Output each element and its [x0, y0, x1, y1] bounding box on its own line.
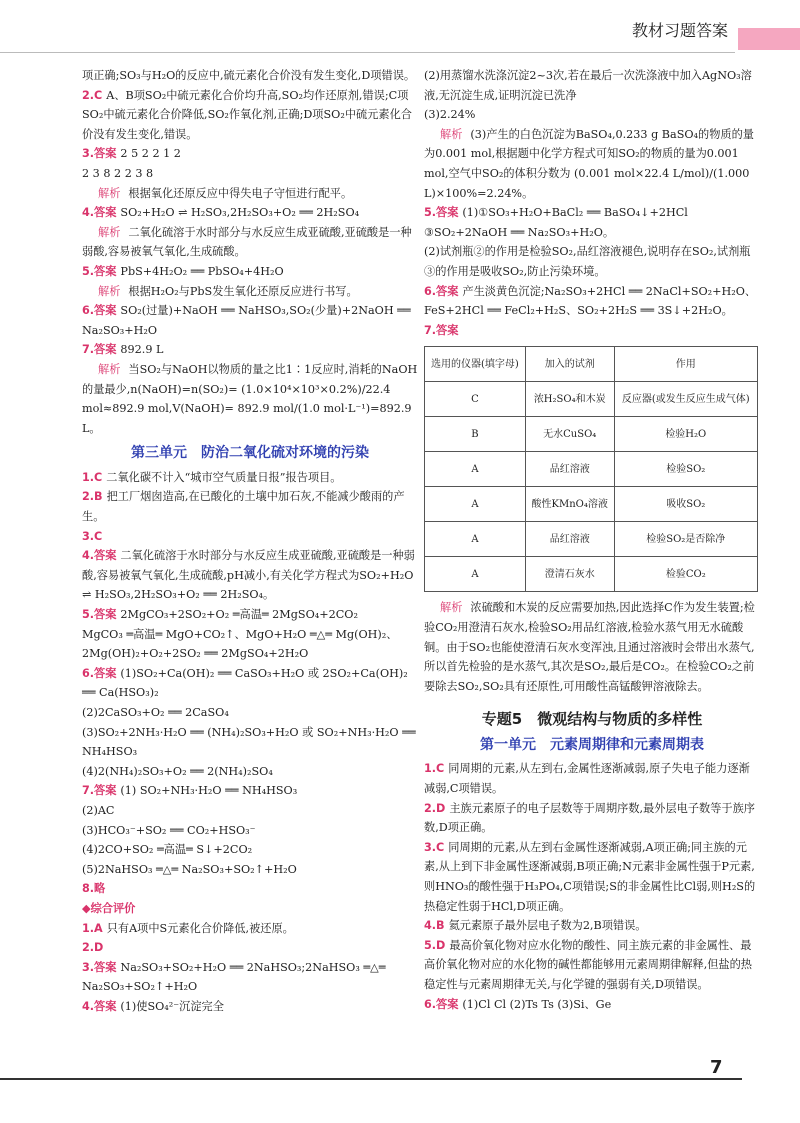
answer-item: [82, 664, 418, 703]
question-number: 2.D: [82, 941, 104, 955]
table-cell: 浓H₂SO₄和木炭: [525, 382, 614, 417]
left-column: [82, 66, 418, 1017]
answer-item: [82, 605, 418, 625]
answer-item: [82, 958, 418, 997]
table-cell: 检验SO₂: [614, 452, 757, 487]
table-cell: A: [425, 452, 526, 487]
answer-item: [424, 282, 760, 321]
question-number: 2.B: [82, 490, 103, 504]
answer-item: [82, 144, 418, 164]
header-title: 教材习题答案: [631, 21, 728, 40]
answer-text: SO₂(过量)+NaOH ══ NaHSO₃,SO₂(少量)+2NaOH ══ Na₂SO₃+H₂O: [82, 304, 411, 337]
table-cell: 无水CuSO₄: [525, 417, 614, 452]
answer-text: (2)试剂瓶②的作用是检验SO₂,品红溶液褪色,说明存在SO₂,试剂瓶③的作用是吸收SO₂,防止污染环境。: [424, 245, 751, 278]
answer-item: [82, 879, 418, 899]
answer-item: [424, 838, 760, 916]
answer-text: (4)2CO+SO₂ ═高温═ S↓+2CO₂: [82, 843, 253, 857]
table-cell: 酸性KMnO₄溶液: [525, 487, 614, 522]
question-number: 8.略: [82, 882, 106, 896]
answer-item: [424, 799, 760, 838]
table-row: [425, 452, 758, 487]
answer-item: [424, 598, 760, 696]
answer-text: 产生淡黄色沉淀;Na₂SO₃+2HCl ══ 2NaCl+SO₂+H₂O、FeS+2HCl ══ FeCl₂+H₂S、SO₂+2H₂S ══ 3S↓+2H₂O。: [424, 284, 757, 318]
answer-text: 把工厂烟囱造高,在已酸化的土壤中加石灰,不能减少酸雨的产生。: [82, 490, 405, 524]
question-number: 3.答案: [82, 960, 117, 974]
analysis-label: 解析: [98, 225, 121, 239]
right-column: [424, 66, 760, 1014]
answer-item: [82, 66, 418, 86]
analysis-label: 解析: [98, 284, 121, 298]
answer-table: [424, 346, 758, 592]
question-number: 7.答案: [424, 323, 459, 337]
answer-text: (1) SO₂+NH₃·H₂O ══ NH₄HSO₃: [120, 784, 298, 798]
question-number: 1.C: [424, 762, 445, 776]
answer-item: [82, 282, 418, 302]
answer-item: [424, 759, 760, 798]
answer-item: [82, 468, 418, 488]
question-number: 6.答案: [82, 666, 117, 680]
answer-text: (1)使SO₄²⁻沉淀完全: [120, 999, 224, 1013]
answer-text: 主族元素原子的电子层数等于周期序数,最外层电子数等于族序数,D项正确。: [424, 801, 755, 835]
answer-text: (2)2CaSO₃+O₂ ══ 2CaSO₄: [82, 706, 229, 719]
table-cell: 澄清石灰水: [525, 557, 614, 592]
section-title: 第三单元 防治二氧化硫对环境的污染: [131, 445, 369, 462]
question-number: 3.答案: [82, 147, 117, 161]
answer-item: [82, 203, 418, 223]
table-body: [425, 382, 758, 592]
answer-item: [82, 723, 418, 762]
analysis-label: 解析: [98, 186, 121, 200]
answer-text: PbS+4H₂O₂ ══ PbSO₄+4H₂O: [120, 264, 284, 278]
answer-item: [424, 105, 760, 125]
answer-item: [82, 781, 418, 801]
table-cell: 检验CO₂: [614, 557, 757, 592]
question-number: 1.A: [82, 921, 103, 935]
answer-text: 同周期的元素,从左到右,金属性逐渐减弱,原子失电子能力逐渐减弱,C项错误。: [424, 762, 750, 796]
question-number: 6.答案: [424, 284, 459, 298]
table-cell: B: [425, 417, 526, 452]
page-header: [0, 0, 800, 70]
question-number: 6.答案: [424, 997, 459, 1011]
answer-text: (5)2NaHSO₃ ═△═ Na₂SO₃+SO₂↑+H₂O: [82, 862, 297, 876]
answer-text: 氦元素原子最外层电子数为2,B项错误。: [448, 919, 647, 933]
answer-item: [424, 916, 760, 936]
answer-text: 当SO₂与NaOH以物质的量之比1∶1反应时,消耗的NaOH的量最少,n(NaOH)=n(SO₂)= (1.0×10⁴×10³×0.2%)/22.4 mol≈892.9 mol,V(NaOH)= 892.9 mol/(1.0 mol·L⁻¹)=892.9 L。: [82, 362, 418, 435]
question-number: 5.答案: [424, 206, 459, 220]
answer-text: Na₂SO₃+SO₂+H₂O ══ 2NaHSO₃;2NaHSO₃ ═△═ Na₂SO₃+SO₂↑+H₂O: [82, 960, 386, 994]
answer-item: [424, 203, 760, 242]
analysis-label: 解析: [440, 601, 463, 615]
table-cell: 品红溶液: [525, 522, 614, 557]
answer-item: [82, 546, 418, 605]
question-number: 5.D: [424, 938, 446, 952]
answer-text: (4)2(NH₄)₂SO₃+O₂ ══ 2(NH₄)₂SO₄: [82, 764, 273, 778]
answer-text: 二氧化碳不计入“城市空气质量日报”报告项目。: [106, 470, 342, 484]
answer-text: MgCO₃ ═高温═ MgO+CO₂↑、MgO+H₂O ═△═ Mg(OH)₂、2Mg(OH)₂+O₂+2SO₂ ══ 2MgSO₄+2H₂O: [82, 627, 398, 661]
question-number: 7.答案: [82, 343, 117, 357]
answer-item: [82, 625, 418, 664]
question-number: 3.C: [82, 529, 103, 543]
answer-item: [82, 301, 418, 340]
answer-item: [82, 86, 418, 145]
question-number: 1.C: [82, 470, 103, 484]
question-number: 4.答案: [82, 999, 117, 1013]
answer-text: (2)用蒸馏水洗涤沉淀2~3次,若在最后一次洗涤液中加入AgNO₃溶液,无沉淀生成,证明沉淀已洗净: [424, 69, 752, 102]
table-cell: A: [425, 487, 526, 522]
answer-text: 同周期的元素,从左到右金属性逐渐减弱,A项正确;同主族的元素,从上到下非金属性逐渐减弱,B项正确;N元素非金属性强于P元素,则HNO₃的酸性强于H₃PO₄,C项错误;S的非金属性比Cl弱,则H₂S的热稳定性弱于HCl,D项正确。: [424, 840, 756, 913]
table-row: [425, 557, 758, 592]
answer-item: [82, 860, 418, 880]
answer-item: [82, 360, 418, 438]
question-number: 7.答案: [82, 784, 117, 798]
table-header-row: [425, 347, 758, 382]
answer-item: [82, 821, 418, 841]
answer-text: A、B项SO₂中硫元素化合价均升高,SO₂均作还原剂,错误;C项SO₂中硫元素化合价降低,SO₂作氧化剂,正确;D项SO₂中硫元素化合价没有发生变化,错误。: [82, 88, 412, 141]
table-cell: 反应器(或发生反应生成气体): [614, 382, 757, 417]
answer-item: [82, 997, 418, 1017]
footer-divider: [0, 1078, 742, 1080]
answer-item: [82, 527, 418, 547]
table-header-cell: 作用: [614, 347, 757, 382]
answer-item: [82, 223, 418, 262]
question-number: 3.C: [424, 840, 445, 854]
page-number: 7: [710, 1057, 723, 1078]
answer-text: (1)Cl Cl (2)Ts Ts (3)Si、Ge: [462, 997, 612, 1011]
answer-item: [82, 340, 418, 360]
answer-item: [424, 321, 760, 341]
answer-item: [424, 66, 760, 105]
answer-text: 二氧化硫溶于水时部分与水反应生成亚硫酸,亚硫酸是一种弱酸,容易被氧气氧化,生成硫酸,pH减小,有关化学方程式为SO₂+H₂O ⇌ H₂SO₃,2H₂SO₃+O₂ ══ 2H₂SO₄。: [82, 549, 415, 602]
table-cell: 品红溶液: [525, 452, 614, 487]
question-number: 4.答案: [82, 206, 117, 220]
answer-item: [82, 262, 418, 282]
answer-text: 最高价氧化物对应水化物的酸性、同主族元素的非金属性、最高价氧化物对应的水化物的碱性都能够用元素周期律解释,但盐的热稳定性与元素周期律无关,与化学键的强弱有关,D项错误。: [424, 938, 752, 991]
table-cell: A: [425, 557, 526, 592]
answer-text: (2)AC: [82, 803, 115, 817]
right-column-top: [424, 66, 760, 340]
right-column-bottom: [424, 598, 760, 1014]
answer-item: [82, 762, 418, 782]
answer-item: [424, 936, 760, 995]
header-color-tab: [738, 28, 800, 50]
answer-item: [82, 801, 418, 821]
answer-item: [424, 242, 760, 281]
question-number: 5.答案: [82, 608, 117, 622]
analysis-label: 解析: [98, 362, 121, 376]
answer-text: (3)产生的白色沉淀为BaSO₄,0.233 g BaSO₄的物质的量为0.001 mol,根据题中化学方程式可知SO₂的物质的量为0.001 mol,空气中SO₂的体积分数为 (0.001 mol×22.4 L/mol)/(1.000 L)×100%=2.24%。: [424, 127, 754, 200]
header-divider: [0, 52, 735, 53]
table-row: [425, 382, 758, 417]
section-title: 第一单元 元素周期律和元素周期表: [480, 736, 704, 753]
table-cell: 检验SO₂是否除净: [614, 522, 757, 557]
question-number: 4.B: [424, 919, 445, 933]
answer-item: [82, 487, 418, 526]
evaluation-heading: ◆综合评价: [82, 901, 136, 915]
question-number: 4.答案: [82, 549, 117, 563]
answer-item: [424, 995, 760, 1015]
answer-item: [82, 164, 418, 184]
answer-item: [424, 125, 760, 203]
table-cell: C: [425, 382, 526, 417]
answer-text: 只有A项中S元素化合价降低,被还原。: [106, 921, 294, 935]
answer-text: SO₂+H₂O ⇌ H₂SO₃,2H₂SO₃+O₂ ══ 2H₂SO₄: [120, 206, 360, 220]
table-row: [425, 487, 758, 522]
answer-text: 根据H₂O₂与PbS发生氧化还原反应进行书写。: [128, 284, 358, 298]
answer-item: [82, 184, 418, 204]
answer-text: 892.9 L: [120, 343, 164, 357]
answer-text: 浓硫酸和木炭的反应需要加热,因此选择C作为发生装置;检验CO₂用澄清石灰水,检验SO₂用品红溶液,检验水蒸气用无水硫酸铜。由于SO₂也能使澄清石灰水变浑浊,且通过溶液时会带出水蒸气,所以首先检验的是水蒸气,其次是SO₂,最后是CO₂。在检验CO₂之前要除去SO₂,SO₂具有还原性,可用酸性高锰酸钾溶液除去。: [424, 601, 755, 693]
answer-item: [82, 703, 418, 723]
answer-text: (1)SO₂+Ca(OH)₂ ══ CaSO₃+H₂O 或 2SO₂+Ca(OH)₂ ══ Ca(HSO₃)₂: [82, 666, 408, 700]
table-cell: 吸收SO₂: [614, 487, 757, 522]
answer-text: 2MgCO₃+2SO₂+O₂ ═高温═ 2MgSO₄+2CO₂: [120, 608, 358, 622]
question-number: 6.答案: [82, 304, 117, 318]
answer-text: 2 5 2 2 1 2: [120, 147, 181, 161]
table-header-cell: 加入的试剂: [525, 347, 614, 382]
answer-text: (3)2.24%: [424, 108, 476, 122]
answer-text: 2 3 8 2 2 3 8: [82, 166, 154, 180]
analysis-label: 解析: [440, 127, 463, 141]
table-cell: A: [425, 522, 526, 557]
answer-text: 二氧化硫溶于水时部分与水反应生成亚硫酸,亚硫酸是一种弱酸,容易被氧气氧化,生成硫酸。: [82, 225, 412, 259]
question-number: 5.答案: [82, 264, 117, 278]
answer-text: 根据氧化还原反应中得失电子守恒进行配平。: [128, 186, 353, 200]
answer-text: (1)①SO₃+H₂O+BaCl₂ ══ BaSO₄↓+2HCl ③SO₂+2NaOH ══ Na₂SO₃+H₂O。: [424, 206, 688, 239]
topic-title: 专题5 微观结构与物质的多样性: [481, 710, 703, 729]
question-number: 2.C: [82, 88, 103, 102]
answer-text: 项正确;SO₃与H₂O的反应中,硫元素化合价没有发生变化,D项错误。: [82, 69, 416, 82]
answer-text: (3)HCO₃⁻+SO₂ ══ CO₂+HSO₃⁻: [82, 823, 256, 837]
answer-text: (3)SO₂+2NH₃·H₂O ══ (NH₄)₂SO₃+H₂O 或 SO₂+NH₃·H₂O ══ NH₄HSO₃: [82, 725, 416, 759]
table-row: [425, 417, 758, 452]
table-header-cell: 选用的仪器(填字母): [425, 347, 526, 382]
table-row: [425, 522, 758, 557]
table-cell: 检验H₂O: [614, 417, 757, 452]
question-number: 2.D: [424, 801, 446, 815]
answer-item: [82, 840, 418, 860]
answer-item: [82, 938, 418, 958]
answer-item: [82, 919, 418, 939]
